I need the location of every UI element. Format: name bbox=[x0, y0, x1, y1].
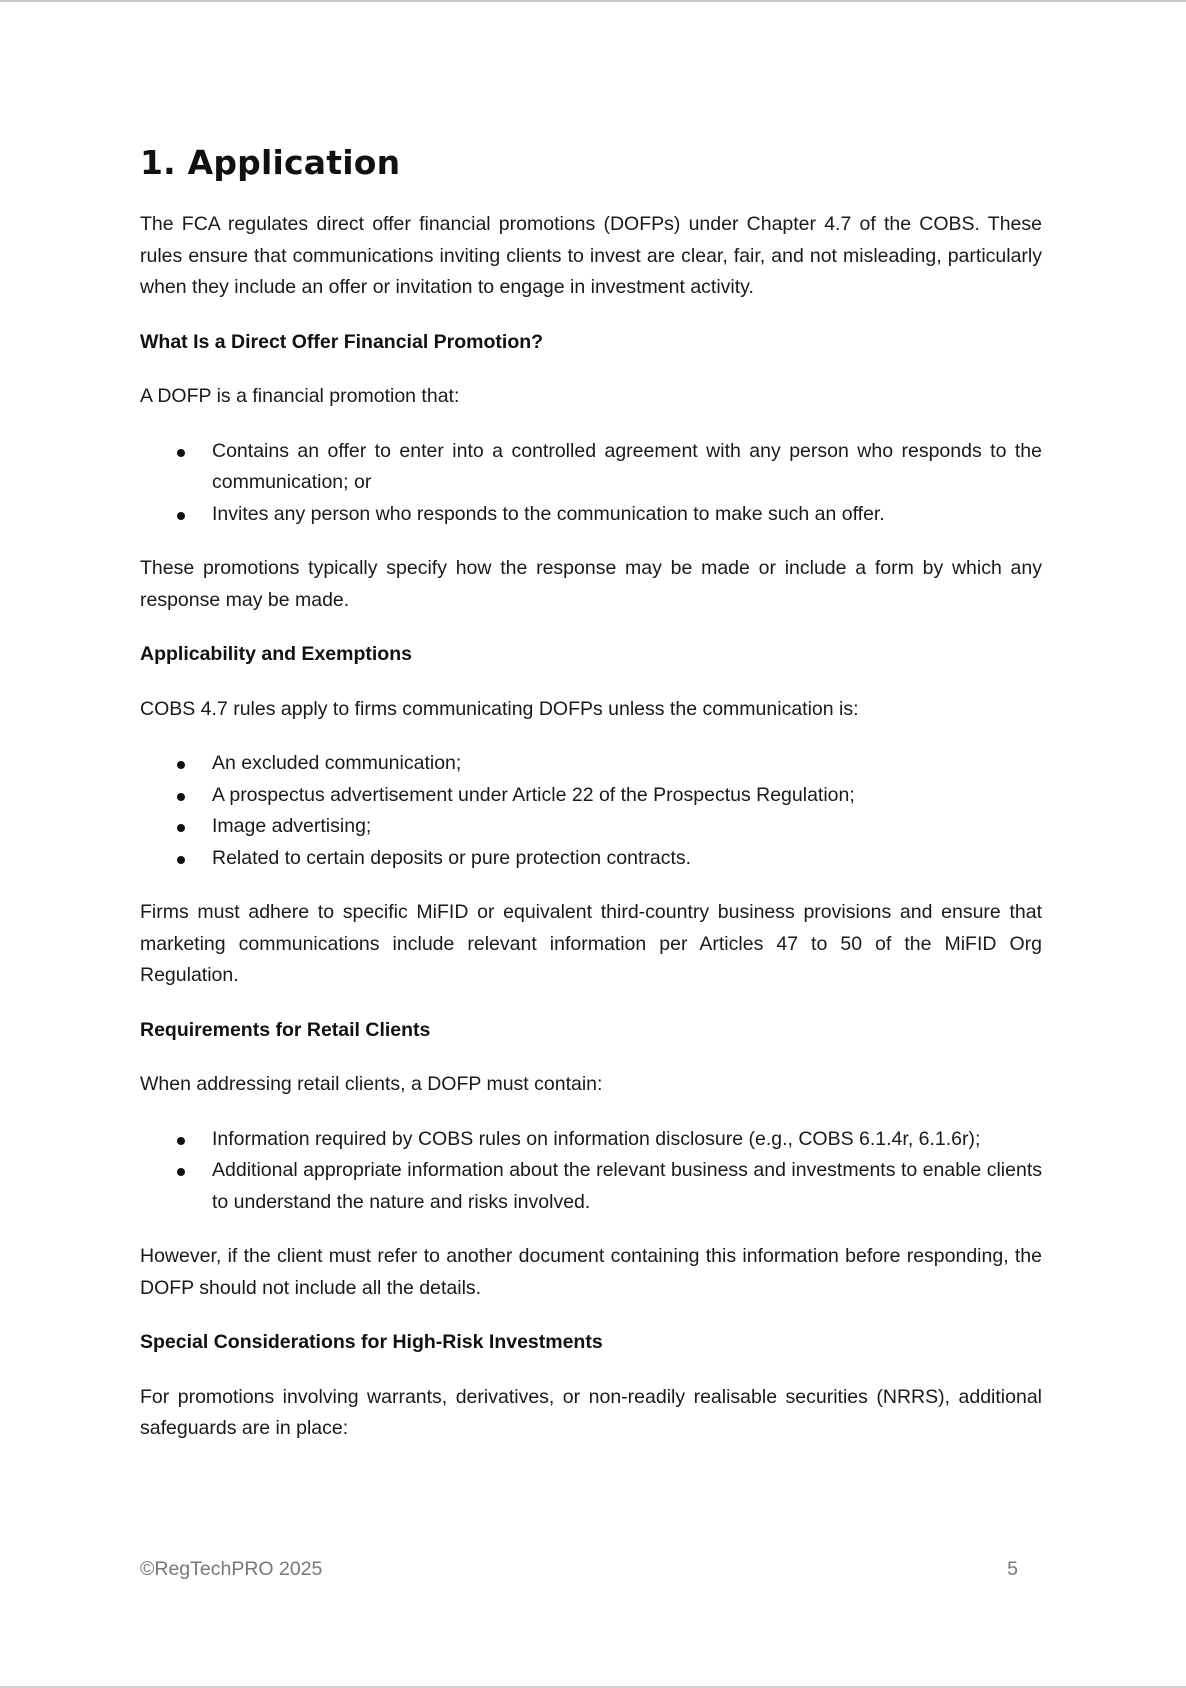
list-item bbox=[140, 499, 1042, 531]
what-is-lead: A DOFP is a financial promotion that: bbox=[140, 385, 460, 407]
applicability-bullet-list bbox=[140, 748, 1042, 874]
list-item bbox=[140, 748, 1042, 780]
list-item bbox=[140, 843, 1042, 875]
list-item bbox=[140, 1124, 1042, 1156]
applicability-after: Firms must adhere to specific MiFID or equivalent third-country business provisions and ensure that marketing communications include relevant information per Articles 47 to 50 of the MiFID Org Regulation. bbox=[140, 901, 1042, 986]
intro-paragraph: The FCA regulates direct offer financial promotions (DOFPs) under Chapter 4.7 of the COBS. These rules ensure that communications inviting clients to invest are clear, fair, and not misleading, particularly when they include an offer or invitation to engage in investment activity. bbox=[140, 213, 1042, 298]
bullet-icon bbox=[177, 856, 185, 864]
subheading-high-risk: Special Considerations for High-Risk Investments bbox=[140, 1331, 603, 1353]
list-item bbox=[140, 780, 1042, 812]
list-item-text: Additional appropriate information about the relevant business and investments to enable clients to understand the nature and risks involved. bbox=[212, 1159, 1042, 1213]
bullet-icon bbox=[177, 824, 185, 832]
section-heading: 1. Application bbox=[140, 143, 401, 182]
retail-after: However, if the client must refer to another document containing this information before responding, the DOFP should not include all the details. bbox=[140, 1245, 1042, 1299]
subheading-retail: Requirements for Retail Clients bbox=[140, 1018, 431, 1041]
page-top-border bbox=[0, 0, 1186, 2]
list-item bbox=[140, 436, 1042, 499]
footer-copyright: ©RegTechPRO 2025 bbox=[140, 1558, 323, 1580]
list-item bbox=[140, 1155, 1042, 1218]
bullet-icon bbox=[177, 793, 185, 801]
list-item-text: Image advertising; bbox=[212, 815, 372, 837]
footer-page-number: 5 bbox=[1007, 1558, 1018, 1580]
list-item-text: Contains an offer to enter into a controlled agreement with any person who responds to the communication; or bbox=[212, 439, 1042, 493]
bullet-icon bbox=[177, 761, 185, 769]
list-item bbox=[140, 811, 1042, 843]
what-is-bullet-list bbox=[140, 436, 1042, 531]
subheading-what-is: What Is a Direct Offer Financial Promotion? bbox=[140, 330, 544, 353]
list-item-text: Invites any person who responds to the communication to make such an offer. bbox=[212, 502, 885, 525]
bullet-icon bbox=[177, 1168, 185, 1176]
bullet-icon bbox=[177, 1137, 185, 1145]
list-item-text: A prospectus advertisement under Article 22 of the Prospectus Regulation; bbox=[212, 783, 855, 806]
document-page bbox=[140, 143, 1042, 1468]
list-item-text: Related to certain deposits or pure protection contracts. bbox=[212, 846, 692, 869]
list-item-text: An excluded communication; bbox=[212, 752, 462, 774]
applicability-lead: COBS 4.7 rules apply to firms communicating DOFPs unless the communication is: bbox=[140, 697, 859, 720]
what-is-after: These promotions typically specify how the response may be made or include a form by which any response may be made. bbox=[140, 557, 1042, 611]
bullet-icon bbox=[177, 449, 185, 457]
retail-lead: When addressing retail clients, a DOFP must contain: bbox=[140, 1073, 603, 1095]
high-risk-lead: For promotions involving warrants, derivatives, or non-readily realisable securities (NRRS), additional safeguards are in place: bbox=[140, 1385, 1042, 1439]
bullet-icon bbox=[177, 512, 185, 520]
retail-bullet-list bbox=[140, 1124, 1042, 1219]
list-item-text: Information required by COBS rules on information disclosure (e.g., COBS 6.1.4r, 6.1.6r); bbox=[212, 1127, 981, 1150]
subheading-applicability: Applicability and Exemptions bbox=[140, 643, 412, 665]
